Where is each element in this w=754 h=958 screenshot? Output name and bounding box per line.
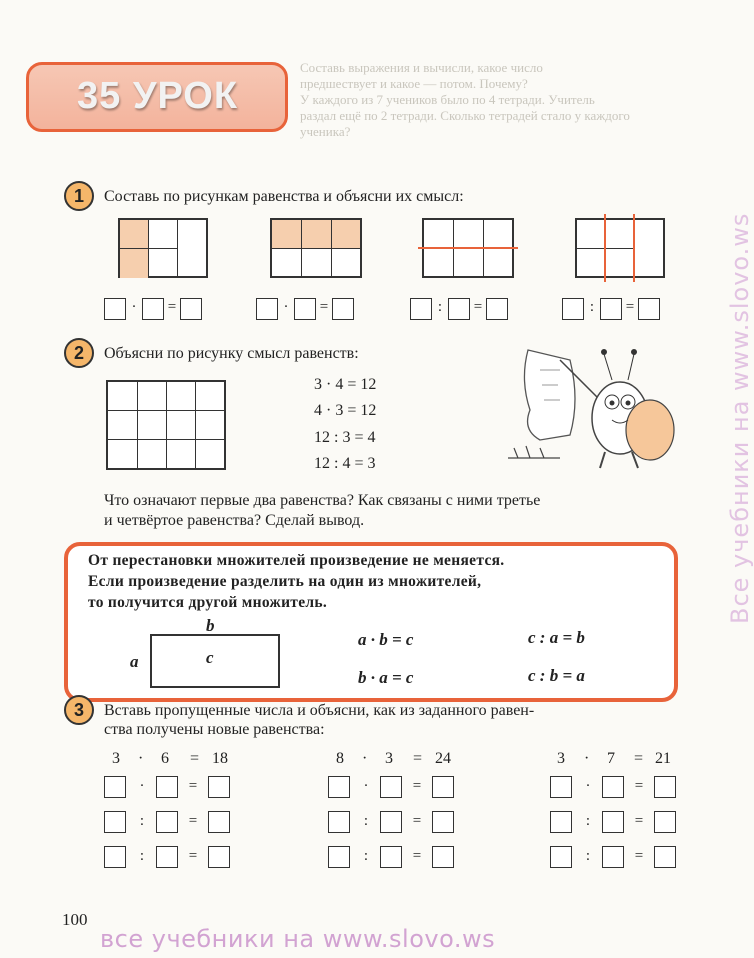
answer-box[interactable] [562,298,584,320]
watermark-side: Все учебники на www.slovo.ws [726,212,754,624]
page-number: 100 [62,910,88,929]
multiply-sign: · [283,299,289,315]
equals-sign: = [412,848,422,864]
answer-box[interactable] [328,811,350,833]
given-b: 6 [161,750,169,767]
rule-line-2: Если произведение разделить на один из множителей, [88,573,482,590]
answer-box[interactable] [208,776,230,798]
bug-teacher-illustration [500,340,680,480]
answer-box[interactable] [550,776,572,798]
answer-box[interactable] [432,811,454,833]
ghost-line: предшествует и какое — потом. Почему? [300,76,528,91]
equation-4: 12 : 4 = 3 [314,455,376,472]
formula-2: b · a = c [358,668,414,687]
watermark-bottom: все учебники на www.slovo.ws [100,925,496,953]
exercise-3-text-line-1: Вставь пропущенные числа и объясни, как из заданного равен- [104,702,535,719]
equals-sign: = [412,778,422,794]
rectangle-diagram [150,634,280,688]
divide-sign: : [585,813,591,829]
equation-2: 4 · 3 = 12 [314,402,377,419]
given-c: 24 [435,750,451,767]
multiply-sign: · [362,750,368,767]
divide-sign: : [589,299,595,315]
equation-1: 3 · 4 = 12 [314,376,377,393]
answer-box[interactable] [550,811,572,833]
answer-box[interactable] [104,846,126,868]
exercise-2-text: Объясни по рисунку смысл равенств: [104,345,359,362]
equals-sign: = [634,848,644,864]
exercise-2-question-line-1: Что означают первые два равенства? Как связаны с ними третье [104,492,541,509]
divide-sign: : [139,813,145,829]
multiply-sign: · [585,778,591,794]
multiply-sign: · [584,750,590,767]
exercise-3-text-line-2: ства получены новые равенства: [104,721,325,738]
ex1-grid-4 [575,218,665,278]
answer-box[interactable] [600,298,622,320]
answer-box[interactable] [432,846,454,868]
equals-sign: = [413,750,423,767]
ghost-line: ученика? [300,124,351,139]
equals-sign: = [190,750,200,767]
answer-box[interactable] [256,298,278,320]
answer-box[interactable] [104,811,126,833]
equals-sign: = [319,299,329,315]
given-c: 18 [212,750,228,767]
exercise-number-3: 3 [64,695,94,725]
rule-line-3: то получится другой множитель. [88,594,328,611]
answer-box[interactable] [104,776,126,798]
answer-box[interactable] [180,298,202,320]
answer-box[interactable] [602,811,624,833]
ex1-grid-1 [118,218,208,278]
lesson-title: 35 УРОК [77,75,239,117]
multiply-sign: · [138,750,144,767]
answer-box[interactable] [380,776,402,798]
answer-box[interactable] [328,776,350,798]
exercise-2-question-line-2: и четвёртое равенства? Сделай вывод. [104,512,365,529]
multiply-sign: · [363,778,369,794]
exercise-number-2: 2 [64,338,94,368]
answer-box[interactable] [602,776,624,798]
given-c: 21 [655,750,671,767]
answer-box[interactable] [142,298,164,320]
multiply-sign: · [139,778,145,794]
ghost-line: Составь выражения и вычисли, какое число [300,60,543,75]
equals-sign: = [188,848,198,864]
equals-sign: = [473,299,483,315]
formula-1: a · b = c [358,630,414,649]
answer-box[interactable] [156,776,178,798]
equals-sign: = [188,778,198,794]
answer-box[interactable] [602,846,624,868]
formula-3: c : a = b [528,628,585,647]
answer-box[interactable] [156,846,178,868]
answer-box[interactable] [332,298,354,320]
given-a: 3 [112,750,120,767]
answer-box[interactable] [208,846,230,868]
given-b: 3 [385,750,393,767]
given-a: 8 [336,750,344,767]
ghost-line: У каждого из 7 учеников было по 4 тетради. Учитель [300,92,595,107]
ex2-grid [106,380,226,470]
answer-box[interactable] [432,776,454,798]
answer-box[interactable] [654,846,676,868]
equals-sign: = [634,813,644,829]
divide-sign: : [437,299,443,315]
label-a: a [130,652,139,671]
given-b: 7 [607,750,615,767]
equals-sign: = [634,778,644,794]
answer-box[interactable] [550,846,572,868]
ghost-line: раздал ещё по 2 тетради. Сколько тетрадей стало у каждого [300,108,630,123]
equals-sign: = [625,299,635,315]
exercise-1-text: Составь по рисункам равенства и объясни их смысл: [104,188,464,205]
equals-sign: = [167,299,177,315]
equals-sign: = [634,750,644,767]
answer-box[interactable] [410,298,432,320]
divide-sign: : [585,848,591,864]
answer-box[interactable] [654,811,676,833]
rule-line-1: От перестановки множителей произведение не меняется. [88,552,505,569]
answer-box[interactable] [380,811,402,833]
answer-box[interactable] [380,846,402,868]
answer-box[interactable] [104,298,126,320]
divide-sign: : [363,813,369,829]
label-b: b [206,616,215,635]
multiply-sign: · [131,299,137,315]
answer-box[interactable] [208,811,230,833]
label-c: c [206,648,214,667]
ex1-grid-2 [270,218,362,278]
equals-sign: = [412,813,422,829]
rule-box [64,542,678,702]
answer-box[interactable] [654,776,676,798]
answer-box[interactable] [328,846,350,868]
given-a: 3 [557,750,565,767]
answer-box[interactable] [486,298,508,320]
exercise-number-1: 1 [64,181,94,211]
divide-sign: : [363,848,369,864]
ex1-grid-3 [422,218,514,278]
formula-4: c : b = a [528,666,585,685]
equals-sign: = [188,813,198,829]
divide-sign: : [139,848,145,864]
answer-box[interactable] [156,811,178,833]
answer-box[interactable] [448,298,470,320]
answer-box[interactable] [294,298,316,320]
equation-3: 12 : 3 = 4 [314,429,376,446]
background-ghost-text [300,60,700,155]
lesson-badge [26,62,288,132]
answer-box[interactable] [638,298,660,320]
